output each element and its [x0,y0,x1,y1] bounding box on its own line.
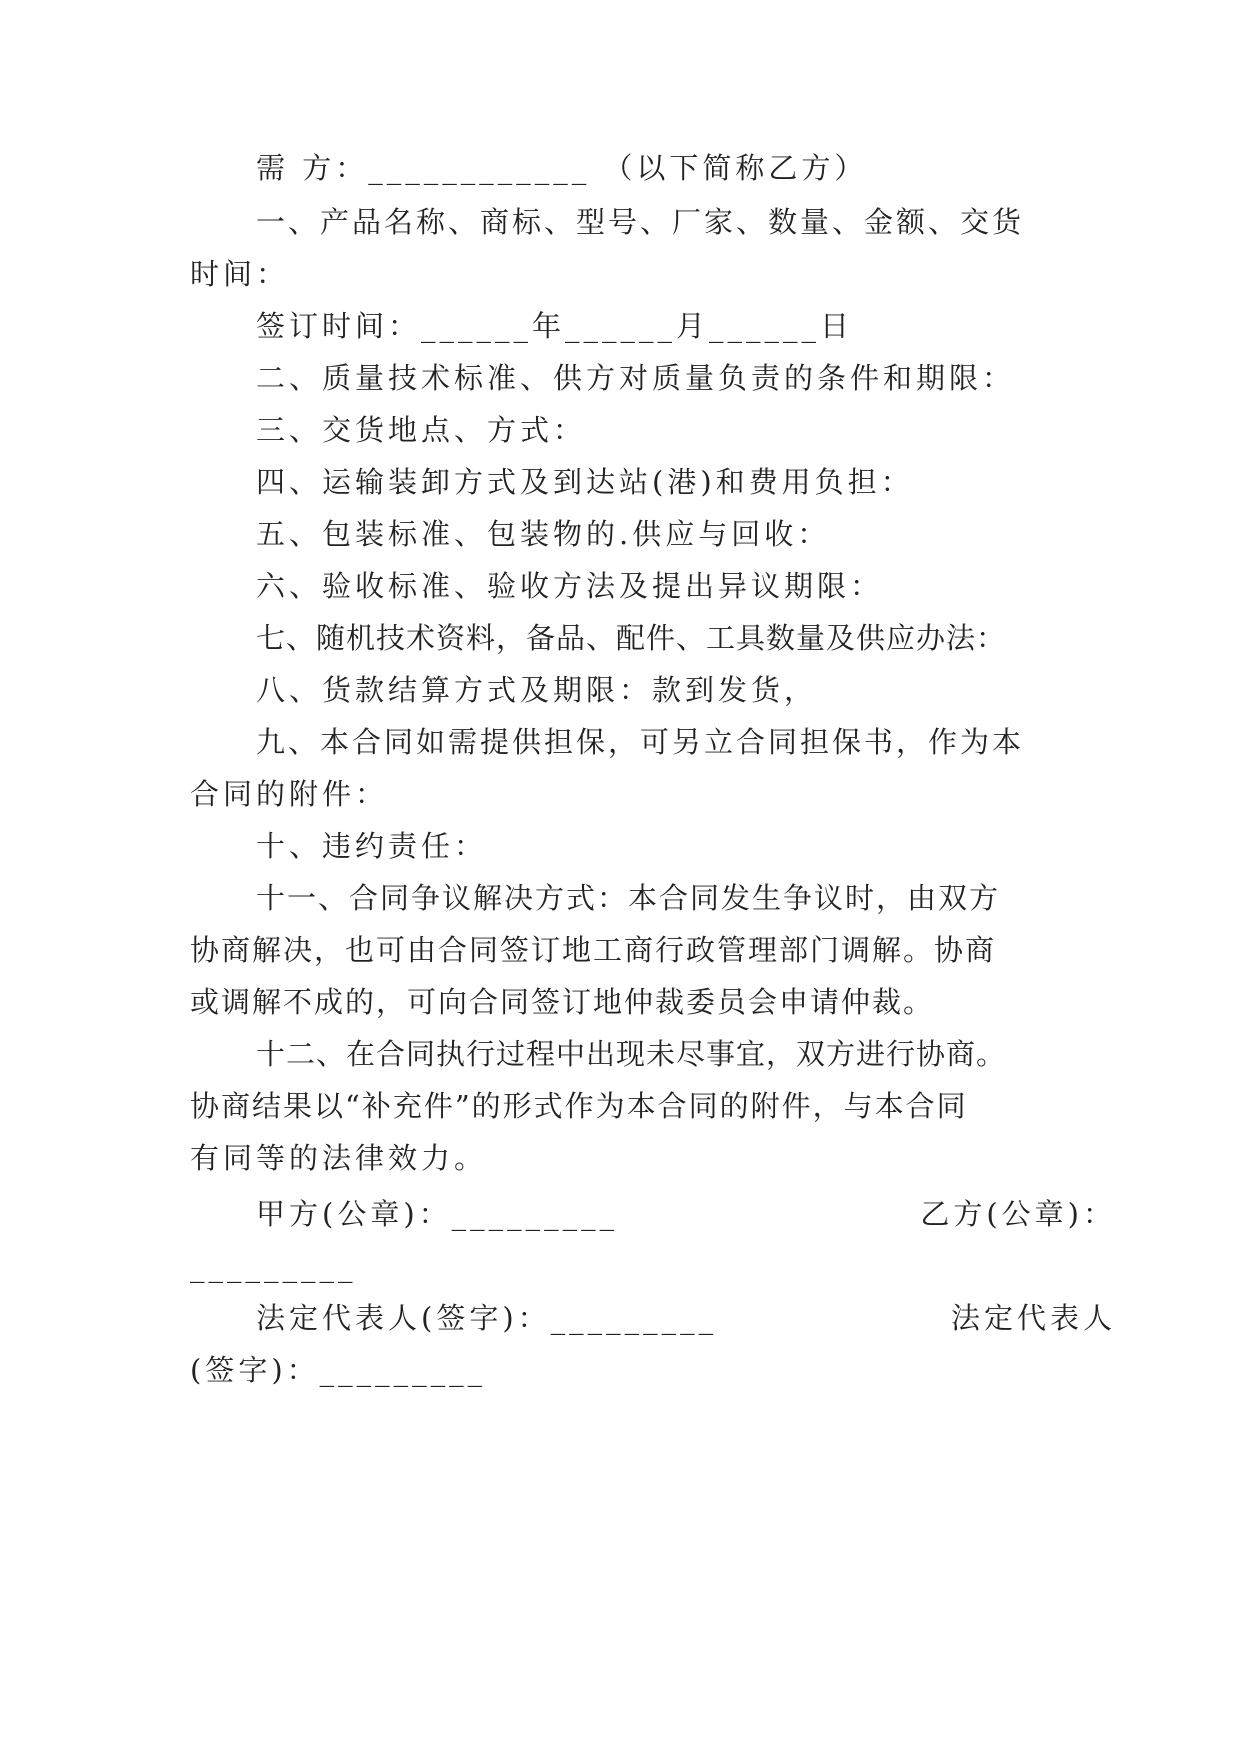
item-10-line: 十、违约责任： [256,829,488,863]
item-3-line: 三、交货地点、方式： [256,413,587,447]
sign-date-line: 签订时间：______年______月______日 [256,309,854,343]
item-11-line-c: 或调解不成的，可向合同签订地仲裁委员会申请仲裁。 [190,985,935,1019]
party-a-seal-line [190,1194,1116,1234]
rep-a: 法定代表人(签字)：_________ [256,1301,718,1335]
rep-line [190,1298,1116,1338]
item-2-line: 二、质量技术标准、供方对质量负责的条件和期限： [256,361,1016,395]
party-b-seal: 乙方(公章)： [920,1197,1116,1231]
party-a-seal: 甲方(公章)：_________ [256,1197,619,1231]
item-9-line-a: 九、本合同如需提供担保，可另立合同担保书，作为本 [256,725,1025,759]
item-11-line-a: 十一、合同争议解决方式：本合同发生争议时，由双方 [256,881,1001,915]
item-12-line-b: 协商结果以“补充件”的形式作为本合同的附件，与本合同 [190,1089,968,1123]
item-12-line-a: 十二、在合同执行过程中出现未尽事宜，双方进行协商。 [256,1037,1007,1071]
item-1-line-b: 时间： [190,257,290,291]
item-4-line: 四、运输装卸方式及到达站(港)和费用负担： [256,465,914,499]
need-party-line: 需 方：____________ （以下简称乙方） [256,151,868,185]
item-12-line-c: 有同等的法律效力。 [190,1141,488,1175]
item-7-line: 七、随机技术资料，备品、配件、工具数量及供应办法： [256,621,1007,655]
item-11-line-b: 协商解决，也可由合同签订地工商行政管理部门调解。协商 [190,933,997,967]
item-1-line-a: 一、产品名称、商标、型号、厂家、数量、金额、交货 [256,205,1025,239]
item-6-line: 六、验收标准、验收方法及提出异议期限： [256,569,884,603]
rep-b-continued: (签字)：_________ [190,1353,487,1387]
item-9-line-b: 合同的附件： [190,777,389,811]
item-8-line: 八、货款结算方式及期限：款到发货， [256,673,818,707]
rep-b: 法定代表人 [950,1301,1116,1335]
party-b-seal-blank: _________ [190,1249,357,1283]
item-5-line: 五、包装标准、包装物的.供应与回收： [256,517,831,551]
